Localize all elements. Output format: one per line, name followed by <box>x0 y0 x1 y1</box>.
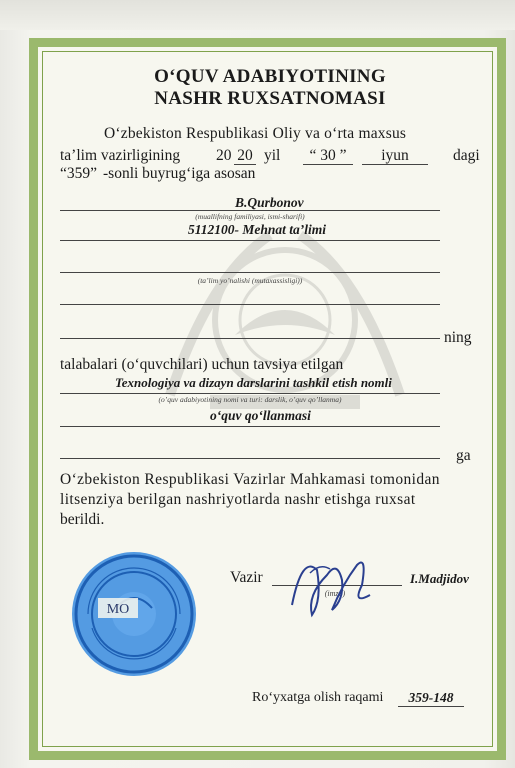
signatory-name: I.Madjidov <box>410 571 469 586</box>
stamp-center-text: MO <box>106 602 130 617</box>
author-caption: (muallifning familiyasi, ismi-sharifi) <box>195 212 305 221</box>
order-number: “359” <box>60 165 98 182</box>
book-rule-1 <box>60 393 440 394</box>
book-title-value: Texnologiya va dizayn darslarini tashkil etish nomli <box>115 375 392 390</box>
year-value: 20 <box>234 147 256 165</box>
specialty-rule-2 <box>60 272 440 273</box>
day-value: “ 30 ” <box>303 147 353 165</box>
closing-line-3: berildi. <box>60 511 105 528</box>
year-suffix: yil <box>264 147 281 164</box>
title-line-2: NASHR RUXSATNOMASI <box>154 88 386 109</box>
closing-line-2: litsenziya berilgan nashriyotlarda nashr etishga ruxsat <box>60 491 416 508</box>
closing-line-1: O‘zbekiston Respublikasi Vazirlar Mahkamasi tomonidan <box>60 471 440 488</box>
specialty-rule-1 <box>60 240 440 241</box>
ga-suffix: ga <box>456 447 471 464</box>
intro-line-1: O‘zbekiston Respublikasi Oliy va o‘rta maxsus <box>104 125 407 142</box>
intro-line-2-suffix: dagi <box>453 147 480 164</box>
title-line-1: O‘QUV ADABIYOTINING <box>154 66 386 87</box>
month-value: iyun <box>362 147 428 165</box>
book-caption: (o’quv adabiyotining nomi va turi: darslik, o’quv qo’llanma) <box>158 395 342 404</box>
signature-icon <box>282 545 372 635</box>
specialty-value: 5112100- Mehnat ta’limi <box>188 222 327 237</box>
signature-label: Vazir <box>230 569 263 586</box>
registration-number: 359-148 <box>398 689 464 707</box>
official-stamp-icon <box>68 548 200 680</box>
book-rule-3 <box>60 458 440 459</box>
ning-suffix: ning <box>444 329 472 346</box>
intro-line-3-suffix: -sonli buyrug‘iga asosan <box>103 165 256 182</box>
signature-caption: (imzo) <box>324 589 346 598</box>
specialty-rule-3 <box>60 304 440 305</box>
book-type-value: o‘quv qo‘llanmasi <box>210 408 311 423</box>
registration-label: Ro‘yxatga olish raqami <box>252 690 384 705</box>
scan-edge <box>0 0 515 30</box>
intro-line-2-prefix: ta’lim vazirligining <box>60 147 181 164</box>
author-value: B.Qurbonov <box>235 195 304 210</box>
specialty-rule-4 <box>60 338 440 339</box>
students-line: talabalari (o‘quvchilari) uchun tavsiya etilgan <box>60 356 344 373</box>
year-prefix: 20 <box>216 147 232 164</box>
specialty-caption: (ta’lim yo’nalishi (mutaxassisligi)) <box>197 276 303 285</box>
book-rule-2 <box>60 426 440 427</box>
